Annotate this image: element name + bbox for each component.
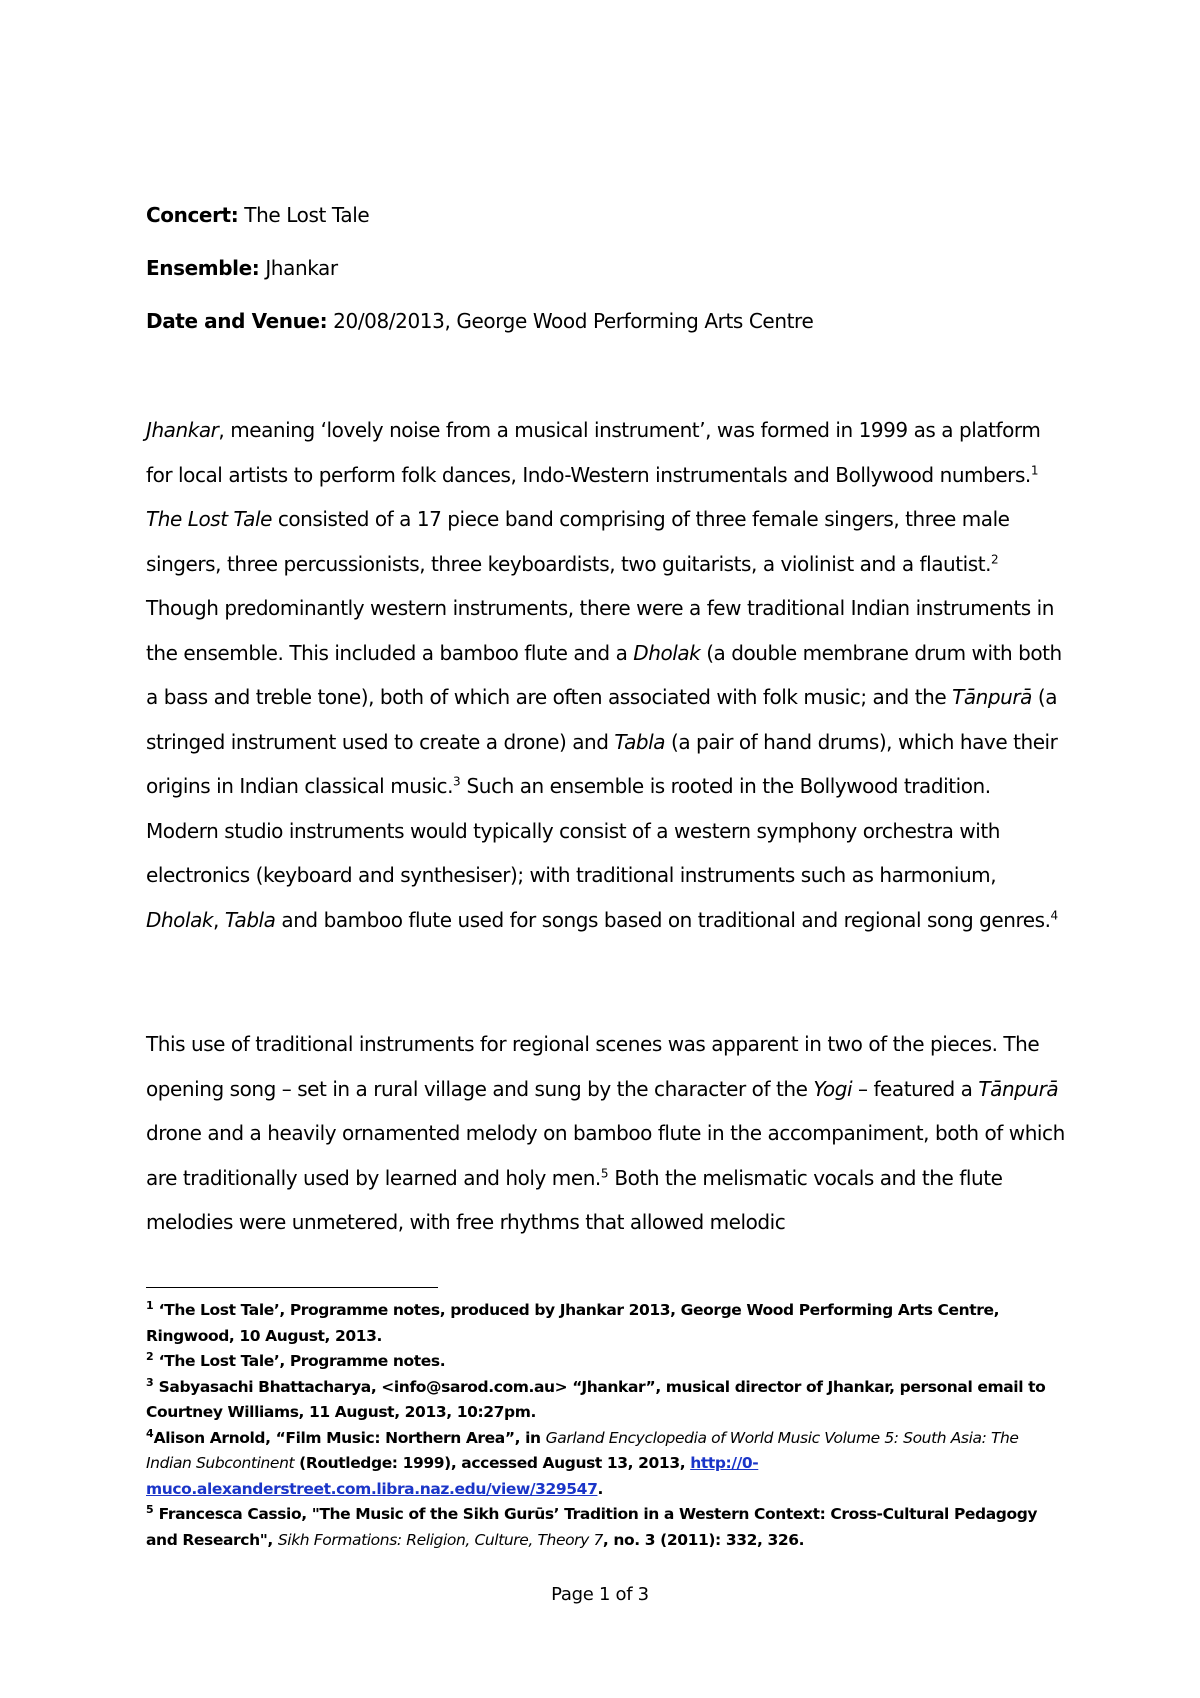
text: (a pair of hand drums), which have their origins in Indian classical music. [146, 729, 1058, 798]
date-venue-value: 20/08/2013, George Wood Performing Arts Centre [333, 309, 814, 333]
footnote-text: Francesca Cassio, "The Music of the Sikh Gurūs’ Tradition in a Western Context: Cross-Cultural Pedagogy and Research", [146, 1505, 1038, 1549]
date-venue-line [146, 309, 813, 333]
date-venue-label: Date and Venue: [146, 309, 328, 333]
footnotes [146, 1298, 1066, 1553]
footnote-title-italic: Sikh Formations: Religion, Culture, Theory 7 [277, 1530, 603, 1549]
text: (a stringed instrument used to create a drone) and [146, 685, 1058, 754]
ensemble-label: Ensemble: [146, 256, 260, 280]
footnote-number: 3 [146, 1375, 154, 1389]
text: consisted of a 17 piece band comprising of three female singers, three male singers, three percussionists, three keyboardists, two guitarists, a violinist and a flautist. [146, 507, 1010, 576]
footnote-ref[interactable]: 4 [1050, 907, 1059, 922]
footnote-3 [146, 1375, 1066, 1426]
footnote-5 [146, 1502, 1066, 1553]
footnote-4 [146, 1426, 1066, 1503]
text: – featured a [852, 1076, 979, 1101]
text-italic: Dholak [146, 907, 214, 932]
footnote-1 [146, 1298, 1066, 1349]
footnote-link[interactable]: http://0-muco.alexanderstreet.com.libra.naz.edu/view/329547 [146, 1454, 759, 1498]
text: and bamboo flute used for songs based on traditional and regional song genres. [275, 907, 1051, 932]
footnote-number: 1 [146, 1298, 154, 1312]
paragraph-1 [146, 408, 1066, 942]
text-italic: Dholak [633, 640, 701, 665]
footnote-ref[interactable]: 5 [600, 1165, 609, 1180]
footnote-text: ‘The Lost Tale’, Programme notes, produced by Jhankar 2013, George Wood Performing Arts Centre, Ringwood, 10 August, 2013. [146, 1301, 1000, 1345]
text: Though predominantly western instruments, there were a few traditional Indian instruments in the ensemble. This included a bamboo flute and a [146, 596, 1054, 665]
footnote-text: , no. 3 (2011): 332, 326. [602, 1530, 805, 1549]
text-italic: Tabla [224, 907, 276, 932]
footnote-ref[interactable]: 2 [991, 551, 999, 566]
footnote-number: 5 [146, 1502, 154, 1516]
ensemble-line [146, 256, 338, 280]
footnote-separator [146, 1287, 438, 1288]
footnote-2 [146, 1349, 1066, 1375]
footnote-title-italic: Garland Encyclopedia of World Music Volume 5: South Asia: The Indian Subcontinent [146, 1428, 1019, 1472]
text: Such an ensemble is rooted in the Bollywood tradition. Modern studio instruments would typically consist of a western symphony orchestra with electronics (keyboard and synthesiser); with traditional instruments such as harmonium, [146, 774, 1000, 887]
paragraph-2 [146, 1022, 1066, 1245]
footnote-ref[interactable]: 1 [1030, 462, 1039, 477]
text-italic: Tānpurā [952, 685, 1032, 709]
text: (a double membrane drum with both a bass and treble tone), both of which are often associated with folk music; and the [146, 640, 1062, 709]
concert-line [146, 203, 369, 227]
text: , [213, 907, 225, 932]
text-italic: Tānpurā [978, 1076, 1059, 1101]
footnote-number: 2 [146, 1349, 154, 1363]
text-italic: Yogi [813, 1076, 853, 1101]
footnote-text: ‘The Lost Tale’, Programme notes. [153, 1352, 446, 1370]
text: , meaning ‘lovely noise from a musical instrument’, was formed in 1999 as a platform for local artists to perform folk dances, Indo-Western instrumentals and Bollywood numbers. [146, 418, 1041, 487]
text: Both the melismatic vocals and the flute melodies were unmetered, with free rhythms that allowed melodic [146, 1165, 1003, 1234]
text-italic: The Lost Tale [146, 507, 272, 531]
footnote-text: Alison Arnold, “Film Music: Northern Area”, in [153, 1428, 546, 1447]
footnote-ref[interactable]: 3 [453, 774, 461, 789]
footnote-text: . [597, 1479, 603, 1498]
footnote-text: (Routledge: 1999), accessed August 13, 2013, [294, 1454, 691, 1472]
text: drone and a heavily ornamented melody on bamboo flute in the accompaniment, both of which are traditionally used by learned and holy men. [146, 1121, 1065, 1190]
concert-label: Concert: [146, 203, 239, 227]
text-italic: Tabla [614, 729, 666, 754]
footnote-number: 4 [146, 1426, 154, 1440]
footnote-text: Sabyasachi Bhattacharya, <info@sarod.com.au> “Jhankar”, musical director of Jhankar, personal email to Courtney Williams, 11 August, 2013, 10:27pm. [146, 1377, 1046, 1421]
text: This use of traditional instruments for regional scenes was apparent in two of the pieces. The opening song – set in a rural village and sung by the character of the [146, 1032, 1040, 1101]
page-number: Page 1 of 3 [551, 1584, 649, 1605]
concert-value: The Lost Tale [244, 203, 370, 227]
ensemble-value: Jhankar [265, 256, 338, 280]
text-italic: Jhankar [146, 418, 219, 442]
